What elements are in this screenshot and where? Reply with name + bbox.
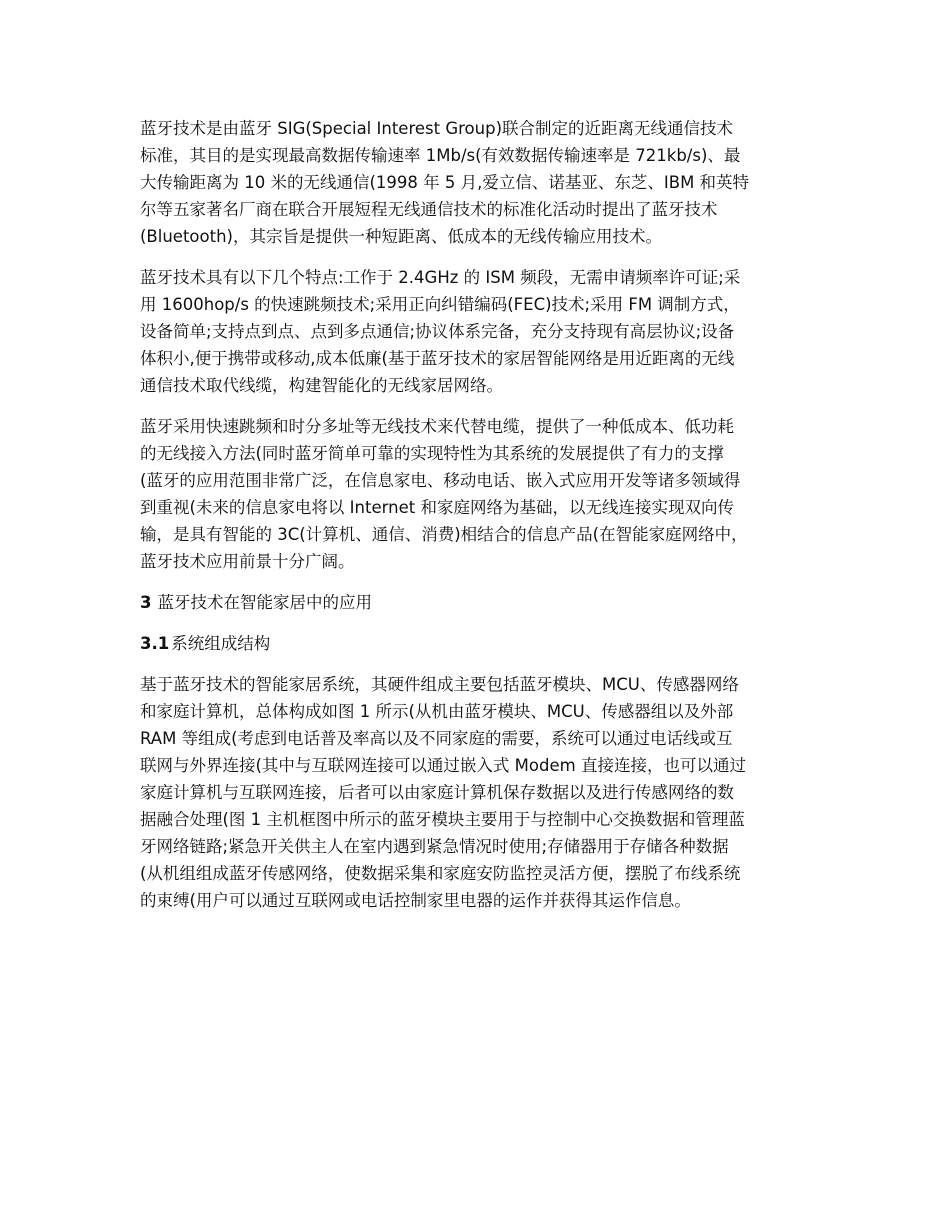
paragraph-bluetooth-features: 蓝牙技术具有以下几个特点:工作于 2.4GHz 的 ISM 频段，无需申请频率许可证;采 用 1600hop/s 的快速跳频技术;采用正向纠错编码(FEC)技术;采用 FM 调制方式， 设备简单;支持点到点、点到多点通信;协议体系完备，充分支持现有高层协议;设备 体积小,便于携带或移动,成本低廉(基于蓝牙技术的家居智能网络是用近距离的无线 通信技术取代线缆，构建智能化的无线家居网络。 [140,268,741,395]
document-body [140,115,812,928]
paragraph-bluetooth-definition: 蓝牙技术是由蓝牙 SIG(Special Interest Group)联合制定的近距离无线通信技术 标准，其目的是实现最高数据传输速率 1Mb/s(有效数据传输速率是 721kb/s)、最 大传输距离为 10 米的无线通信(1998 年 5 月,爱立信、诺基亚、东芝、IBM 和英特 尔等五家著名厂商在联合开展短程无线通信技术的标准化活动时提出了蓝牙技术 (Bluetooth)，其宗旨是提供一种短距离、低成本的无线传输应用技术。 [140,119,750,246]
subsection-heading [140,630,812,657]
subsection-title: 系统组成结构 [171,634,271,653]
subsection-number: 3.1 [140,634,170,653]
paragraph-bluetooth-applications: 蓝牙采用快速跳频和时分多址等无线技术来代替电缆，提供了一种低成本、低功耗 的无线接入方法(同时蓝牙简单可靠的实现特性为其系统的发展提供了有力的支撑 (蓝牙的应用范围非常广泛，在信息家电、移动电话、嵌入式应用开发等诸多领域得 到重视(未来的信息家电将以 Internet 和家庭网络为基础，以无线连接实现双向传 输，是具有智能的 3C(计算机、通信、消费)相结合的信息产品(在智能家庭网络中， 蓝牙技术应用前景十分广阔。 [140,417,748,571]
section-heading [140,589,812,616]
section-number: 3 [140,593,152,612]
paragraph-system-structure: 基于蓝牙技术的智能家居系统，其硬件组成主要包括蓝牙模块、MCU、传感器网络 和家庭计算机，总体构成如图 1 所示(从机由蓝牙模块、MCU、传感器组以及外部 RAM 等组成(考虑到电话普及率高以及不同家庭的需要，系统可以通过电话线或互 联网与外界连接(其中与互联网连接可以通过嵌入式 Modem 直接连接，也可以通过 家庭计算机与互联网连接，后者可以由家庭计算机保存数据以及进行传感网络的数 据融合处理(图 1 主机框图中所示的蓝牙模块主要用于与控制中心交换数据和管理蓝 牙网络链路;紧急开关供主人在室内遇到紧急情况时使用;存储器用于存储各种数据 (从机组组成蓝牙传感网络，使数据采集和家庭安防监控灵活方便，摆脱了布线系统 的束缚(用户可以通过互联网或电话控制家里电器的运作并获得其运作信息。 [140,675,746,910]
section-title: 蓝牙技术在智能家居中的应用 [157,593,372,612]
